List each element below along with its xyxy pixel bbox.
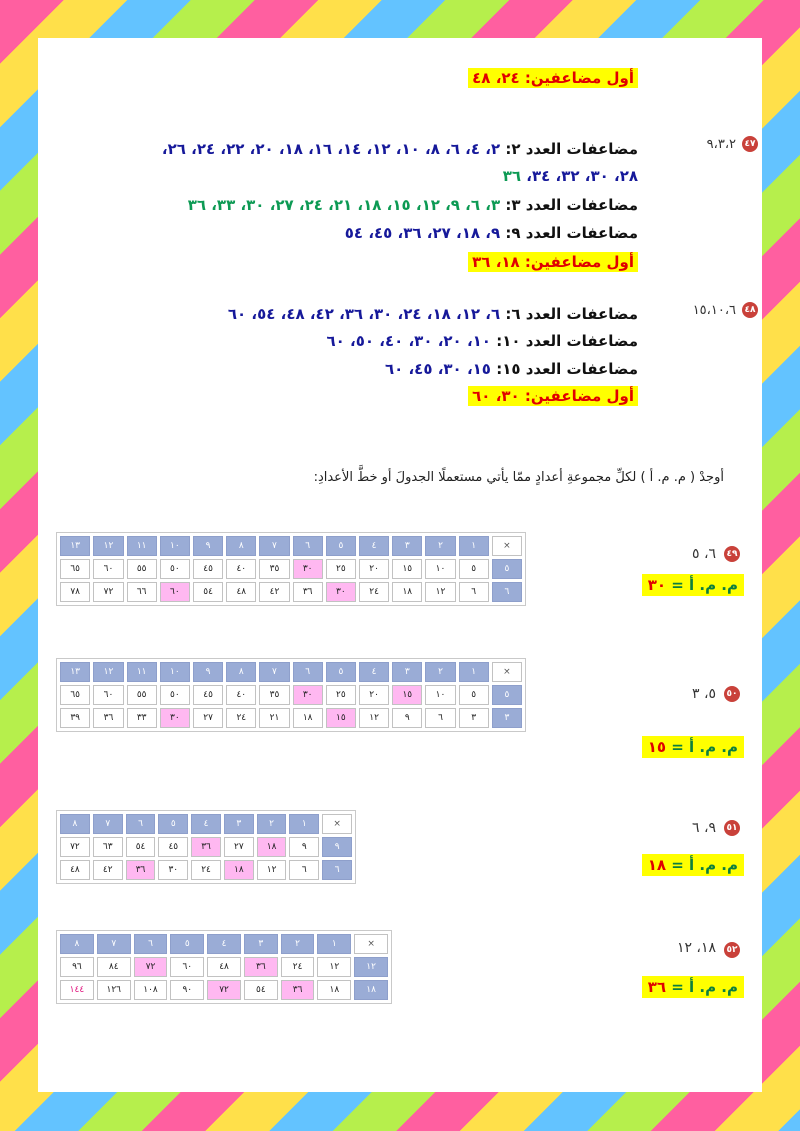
header-cell: ٥ (170, 934, 204, 954)
header-cell: ٩ (193, 536, 223, 556)
header-cell: ١ (289, 814, 319, 834)
lcm-answer-49: م. م. أ = ٣٠ (642, 574, 744, 596)
header-cell: ٨ (60, 814, 90, 834)
question-number-47: ٤٧ (742, 136, 758, 152)
table-cell: ٢٥ (326, 559, 356, 579)
times-symbol-cell: × (492, 662, 522, 682)
header-cell: ٧ (259, 662, 289, 682)
question-50-numbers: ٥، ٣ (691, 686, 716, 702)
table-cell: ١٠٨ (134, 980, 168, 1000)
table-cell: ٢٧ (193, 708, 223, 728)
question-number-48: ٤٨ (742, 302, 758, 318)
table-cell: ٢٤ (359, 582, 389, 602)
row-factor-cell: ١٨ (354, 980, 388, 1000)
row-factor-cell: ٩ (322, 837, 352, 857)
table-cell: ٢٤ (191, 860, 221, 880)
question-48-numbers: ١٥،١٠،٦ (692, 303, 736, 318)
multiplication-table-52 (56, 930, 392, 1004)
multiples-of-2-line-continued: ٢٨، ٣٠، ٣٢، ٣٤، ٣٦ (502, 167, 638, 185)
table-cell: ١٨ (257, 837, 287, 857)
times-symbol-cell: × (322, 814, 352, 834)
table-row (60, 559, 522, 579)
table-cell: ٣٠ (158, 860, 188, 880)
multiples-of-9-line: مضاعفات العدد ٩: ٩، ١٨، ٢٧، ٣٦، ٤٥، ٥٤ (344, 224, 638, 242)
table-cell: ٦٥ (60, 685, 90, 705)
header-cell: ٧ (97, 934, 131, 954)
table-cell: ١٥ (392, 685, 422, 705)
table-cell: ١٨ (293, 708, 323, 728)
table-cell: ٥٤ (193, 582, 223, 602)
table-cell: ٥٠ (160, 685, 190, 705)
multiplication-table-51 (56, 810, 356, 884)
table-cell: ٣٠ (160, 708, 190, 728)
table-cell: ٢١ (259, 708, 289, 728)
table-row (60, 980, 388, 1000)
question-47-numbers: ٩،٣،٢ (706, 137, 736, 152)
first-two-multiples-answer: أول مضاعفين: ٢٤، ٤٨ (468, 68, 638, 87)
table-cell: ١٠ (425, 559, 455, 579)
table-cell: ٣٦ (191, 837, 221, 857)
lcm-answer-51: م. م. أ = ١٨ (642, 854, 744, 876)
header-cell: ٦ (134, 934, 168, 954)
table-cell: ٤٥ (193, 559, 223, 579)
header-cell: ١٠ (160, 662, 190, 682)
table-cell: ١٤٤ (60, 980, 94, 1000)
header-cell: ١ (459, 662, 489, 682)
table-cell: ٦٠ (93, 685, 123, 705)
table-cell: ٤٨ (207, 957, 241, 977)
table-row (60, 685, 522, 705)
table-cell: ٥ (459, 685, 489, 705)
table-row (60, 814, 352, 834)
header-cell: ٢ (257, 814, 287, 834)
table-cell: ٦٥ (60, 559, 90, 579)
row-factor-cell: ٣ (492, 708, 522, 728)
row-factor-cell: ٦ (322, 860, 352, 880)
table-cell: ٦٠ (160, 582, 190, 602)
header-cell: ٤ (359, 536, 389, 556)
table-cell: ٣٥ (259, 559, 289, 579)
row-factor-cell: ٥ (492, 559, 522, 579)
table-cell: ٩ (289, 837, 319, 857)
question-number-49: ٤٩ (724, 546, 740, 562)
header-cell: ٣ (392, 536, 422, 556)
table-cell: ٢٤ (226, 708, 256, 728)
table-cell: ٧٨ (60, 582, 90, 602)
table-cell: ٩٦ (60, 957, 94, 977)
header-cell: ٦ (293, 662, 323, 682)
header-cell: ١١ (127, 662, 157, 682)
header-cell: ٣ (392, 662, 422, 682)
header-cell: ٨ (226, 536, 256, 556)
table-cell: ٥٥ (127, 685, 157, 705)
table-cell: ٩ (392, 708, 422, 728)
table-cell: ٥٠ (160, 559, 190, 579)
header-cell: ٧ (259, 536, 289, 556)
header-cell: ٤ (359, 662, 389, 682)
table-cell: ٣٦ (126, 860, 156, 880)
header-cell: ٨ (60, 934, 94, 954)
table-cell: ٧٢ (93, 582, 123, 602)
table-cell: ٣٣ (127, 708, 157, 728)
table-cell: ٩٠ (170, 980, 204, 1000)
lcm-answer-50: م. م. أ = ١٥ (642, 736, 744, 758)
table-row (60, 860, 352, 880)
multiples-of-3-line: مضاعفات العدد ٣: ٣، ٦، ٩، ١٢، ١٥، ١٨، ٢١، ٢٤، ٢٧، ٣٠، ٣٣، ٣٦ (187, 196, 638, 214)
header-cell: ٢ (425, 536, 455, 556)
table-cell: ٣٦ (244, 957, 278, 977)
question-49-numbers: ٦، ٥ (691, 546, 716, 562)
table-cell: ٣٦ (93, 708, 123, 728)
table-row (60, 957, 388, 977)
table-cell: ١٢ (425, 582, 455, 602)
worksheet-page (38, 38, 762, 1092)
header-cell: ٤ (207, 934, 241, 954)
header-cell: ١٣ (60, 536, 90, 556)
row-factor-cell: ٥ (492, 685, 522, 705)
header-cell: ٦ (126, 814, 156, 834)
table-cell: ٣٦ (293, 582, 323, 602)
table-cell: ٦٠ (170, 957, 204, 977)
q47-first-two-answer: أول مضاعفين: ١٨، ٣٦ (468, 252, 638, 271)
table-cell: ١٢ (359, 708, 389, 728)
table-cell: ١٥ (326, 708, 356, 728)
question-52-numbers: ١٨، ١٢ (676, 940, 716, 956)
header-cell: ١٠ (160, 536, 190, 556)
header-cell: ١١ (127, 536, 157, 556)
table-cell: ٦٠ (93, 559, 123, 579)
table-cell: ١٢٦ (97, 980, 131, 1000)
times-symbol-cell: × (354, 934, 388, 954)
table-cell: ٥٤ (244, 980, 278, 1000)
table-row (60, 662, 522, 682)
header-cell: ٥ (326, 536, 356, 556)
question-number-50: ٥٠ (724, 686, 740, 702)
multiples-of-6-line: مضاعفات العدد ٦: ٦، ١٢، ١٨، ٢٤، ٣٠، ٣٦، ٤٢، ٤٨، ٥٤، ٦٠ (227, 305, 638, 323)
table-cell: ٤٥ (158, 837, 188, 857)
table-cell: ٧٢ (207, 980, 241, 1000)
table-cell: ١٨ (224, 860, 254, 880)
table-cell: ٥ (459, 559, 489, 579)
table-row (60, 934, 388, 954)
header-cell: ٩ (193, 662, 223, 682)
table-cell: ٤٨ (60, 860, 90, 880)
question-number-51: ٥١ (724, 820, 740, 836)
header-cell: ٣ (224, 814, 254, 834)
table-cell: ٣٥ (259, 685, 289, 705)
header-cell: ١ (459, 536, 489, 556)
header-cell: ٤ (191, 814, 221, 834)
header-cell: ٥ (158, 814, 188, 834)
q48-first-two-answer: أول مضاعفين: ٣٠، ٦٠ (468, 386, 638, 405)
header-cell: ١٣ (60, 662, 90, 682)
question-51-numbers: ٩، ٦ (691, 820, 716, 836)
header-cell: ١٢ (93, 536, 123, 556)
instruction-text: أوجدْ ( م. م. أ ) لكلِّ مجموعةِ أعدادٍ ممّا يأتي مستعملًا الجدولَ أو خطَّ الأعدادِ: (313, 470, 724, 485)
header-cell: ١٢ (93, 662, 123, 682)
table-cell: ١٥ (392, 559, 422, 579)
table-cell: ١٨ (317, 980, 351, 1000)
table-cell: ٣٦ (281, 980, 315, 1000)
table-cell: ١٢ (317, 957, 351, 977)
header-cell: ٣ (244, 934, 278, 954)
multiples-of-15-line: مضاعفات العدد ١٥: ١٥، ٣٠، ٤٥، ٦٠ (384, 360, 638, 378)
table-cell: ٤٢ (93, 860, 123, 880)
multiplication-table-49 (56, 532, 526, 606)
table-cell: ٧٢ (134, 957, 168, 977)
question-number-52: ٥٢ (724, 942, 740, 958)
table-cell: ٤٠ (226, 685, 256, 705)
header-cell: ٥ (326, 662, 356, 682)
table-row (60, 708, 522, 728)
times-symbol-cell: × (492, 536, 522, 556)
header-cell: ٢ (425, 662, 455, 682)
table-cell: ٢٥ (326, 685, 356, 705)
table-cell: ٣٩ (60, 708, 90, 728)
header-cell: ١ (317, 934, 351, 954)
table-cell: ٦ (289, 860, 319, 880)
table-cell: ٤٠ (226, 559, 256, 579)
table-cell: ٦٦ (127, 582, 157, 602)
header-cell: ٧ (93, 814, 123, 834)
header-cell: ٢ (281, 934, 315, 954)
table-cell: ٢٠ (359, 559, 389, 579)
table-cell: ٥٥ (127, 559, 157, 579)
multiplication-table-50 (56, 658, 526, 732)
row-factor-cell: ٦ (492, 582, 522, 602)
table-cell: ٨٤ (97, 957, 131, 977)
table-cell: ٦ (459, 582, 489, 602)
table-cell: ٥٤ (126, 837, 156, 857)
table-cell: ١٨ (392, 582, 422, 602)
table-cell: ٤٨ (226, 582, 256, 602)
table-cell: ٢٧ (224, 837, 254, 857)
table-cell: ٣٠ (293, 685, 323, 705)
table-cell: ١٢ (257, 860, 287, 880)
table-row (60, 536, 522, 556)
table-cell: ٢٤ (281, 957, 315, 977)
header-cell: ٦ (293, 536, 323, 556)
table-cell: ٣٠ (326, 582, 356, 602)
multiples-of-10-line: مضاعفات العدد ١٠: ١٠، ٢٠، ٣٠، ٤٠، ٥٠، ٦٠ (326, 332, 638, 350)
table-cell: ٧٢ (60, 837, 90, 857)
lcm-answer-52: م. م. أ = ٣٦ (642, 976, 744, 998)
table-cell: ١٠ (425, 685, 455, 705)
table-cell: ٦ (425, 708, 455, 728)
table-row (60, 837, 352, 857)
table-cell: ٢٠ (359, 685, 389, 705)
table-cell: ٣ (459, 708, 489, 728)
table-cell: ٣٠ (293, 559, 323, 579)
table-cell: ٦٣ (93, 837, 123, 857)
table-cell: ٤٢ (259, 582, 289, 602)
table-row (60, 582, 522, 602)
table-cell: ٤٥ (193, 685, 223, 705)
row-factor-cell: ١٢ (354, 957, 388, 977)
header-cell: ٨ (226, 662, 256, 682)
multiples-of-2-line: مضاعفات العدد ٢: ٢، ٤، ٦، ٨، ١٠، ١٢، ١٤، ١٦، ١٨، ٢٠، ٢٢، ٢٤، ٢٦، (161, 140, 638, 158)
